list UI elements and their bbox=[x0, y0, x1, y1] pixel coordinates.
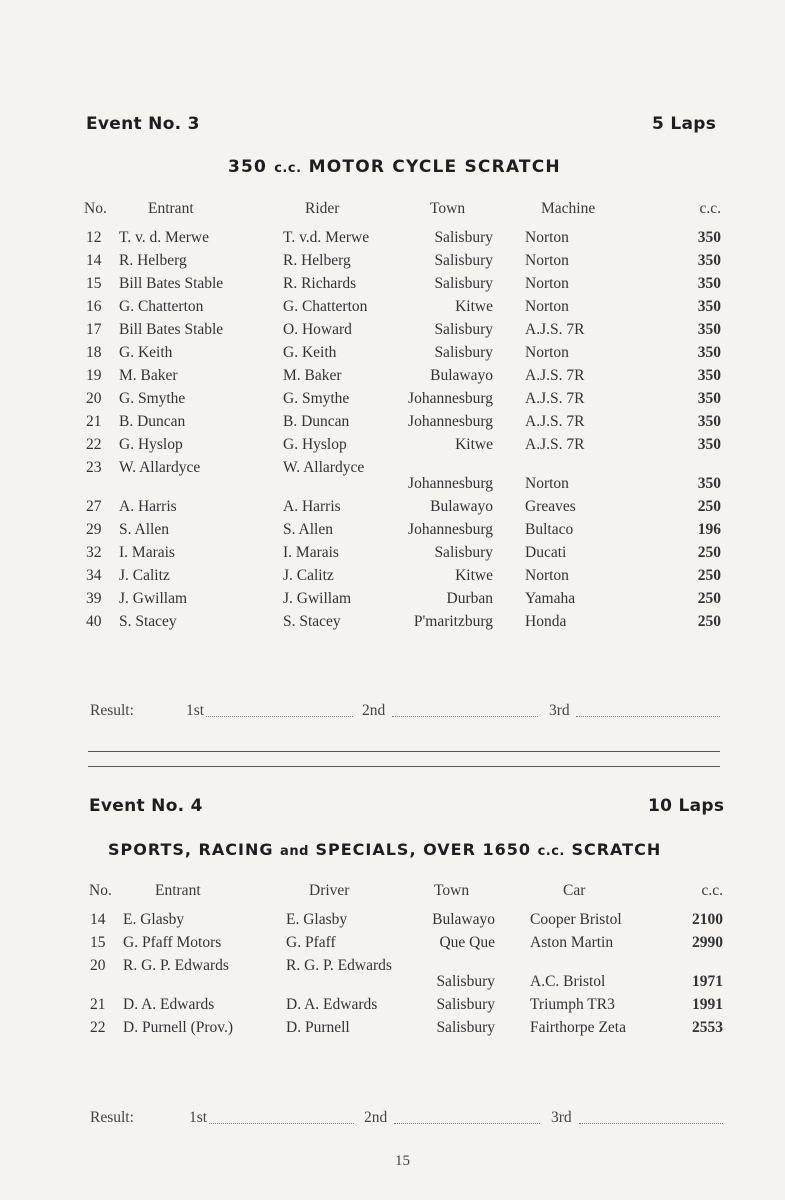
col-header-no: No. bbox=[89, 882, 112, 899]
event-4-title-part-b: SPECIALS, OVER 1650 bbox=[315, 840, 531, 859]
event-4-title-part-c: SCRATCH bbox=[571, 840, 662, 859]
entry-machine: Norton bbox=[525, 275, 569, 292]
entry-machine: A.J.S. 7R bbox=[525, 367, 585, 384]
entry-machine: Greaves bbox=[525, 498, 576, 515]
entry-machine: Norton bbox=[525, 298, 569, 315]
entry-driver: D. Purnell bbox=[286, 1019, 350, 1036]
entry-cc: 2100 bbox=[692, 911, 723, 928]
entry-car: Aston Martin bbox=[530, 934, 614, 951]
entry-number: 22 bbox=[86, 436, 102, 453]
entry-number: 32 bbox=[86, 544, 102, 561]
entry-cc: 350 bbox=[697, 475, 721, 492]
event-3-result-2nd-label: 2nd bbox=[362, 702, 386, 719]
entry-rider: J. Gwillam bbox=[283, 590, 352, 607]
entry-rider: G. Smythe bbox=[283, 390, 350, 407]
entry-machine: Honda bbox=[525, 613, 567, 630]
entry-town: Salisbury bbox=[436, 996, 495, 1013]
entry-entrant: I. Marais bbox=[119, 544, 175, 561]
entry-town: Salisbury bbox=[434, 344, 493, 361]
event-3-title-cc: c.c. bbox=[274, 161, 302, 176]
entry-number: 39 bbox=[86, 590, 102, 607]
entry-cc: 2553 bbox=[692, 1019, 723, 1036]
event-3-title-capacity: 350 bbox=[228, 157, 268, 177]
entry-cc: 350 bbox=[697, 367, 721, 384]
entry-machine: A.J.S. 7R bbox=[525, 321, 585, 338]
entry-cc: 1971 bbox=[692, 973, 723, 990]
entry-entrant: R. Helberg bbox=[119, 252, 187, 269]
event-3-label: Event No. 3 bbox=[86, 114, 200, 134]
entry-rider: B. Duncan bbox=[283, 413, 350, 430]
entry-town: Durban bbox=[446, 590, 493, 607]
col-header-cc: c.c. bbox=[701, 882, 723, 899]
entry-machine: Norton bbox=[525, 229, 569, 246]
entry-entrant: D. Purnell (Prov.) bbox=[123, 1019, 234, 1036]
entry-town: Que Que bbox=[439, 934, 495, 951]
entry-entrant: Bill Bates Stable bbox=[119, 321, 224, 338]
event-4-result-1st-blank bbox=[209, 1123, 354, 1124]
event-4-laps: 10 Laps bbox=[648, 796, 725, 816]
entry-number: 40 bbox=[86, 613, 102, 630]
entry-entrant: E. Glasby bbox=[123, 911, 185, 928]
entry-machine: A.J.S. 7R bbox=[525, 436, 585, 453]
entry-machine: Bultaco bbox=[525, 521, 574, 538]
entry-number: 29 bbox=[86, 521, 102, 538]
entry-driver: D. A. Edwards bbox=[286, 996, 378, 1013]
entry-entrant: T. v. d. Merwe bbox=[119, 229, 209, 246]
entry-cc: 250 bbox=[697, 498, 721, 515]
entry-rider: S. Stacey bbox=[283, 613, 341, 630]
event-3-result-2nd-blank bbox=[392, 716, 538, 717]
entry-rider: R. Richards bbox=[283, 275, 357, 292]
entry-rider: S. Allen bbox=[283, 521, 333, 538]
entry-entrant: G. Hyslop bbox=[119, 436, 183, 453]
entry-rider: G. Hyslop bbox=[283, 436, 347, 453]
entry-cc: 350 bbox=[697, 229, 721, 246]
entry-machine: Yamaha bbox=[525, 590, 576, 607]
entry-machine: Ducati bbox=[525, 544, 567, 561]
entry-entrant: G. Keith bbox=[119, 344, 173, 361]
entry-entrant: D. A. Edwards bbox=[123, 996, 215, 1013]
entry-cc: 350 bbox=[697, 252, 721, 269]
entry-entrant: W. Allardyce bbox=[119, 459, 201, 476]
entry-driver: G. Pfaff bbox=[286, 934, 336, 951]
entry-cc: 350 bbox=[697, 436, 721, 453]
entry-cc: 2990 bbox=[692, 934, 723, 951]
entry-town: Salisbury bbox=[434, 229, 493, 246]
entry-town: Salisbury bbox=[434, 275, 493, 292]
entry-number: 12 bbox=[86, 229, 102, 246]
entry-town: Salisbury bbox=[434, 544, 493, 561]
entry-number: 14 bbox=[90, 911, 106, 928]
entry-machine: Norton bbox=[525, 567, 569, 584]
entry-rider: G. Chatterton bbox=[283, 298, 368, 315]
entry-town: Bulawayo bbox=[430, 498, 493, 515]
entry-rider: M. Baker bbox=[283, 367, 342, 384]
entry-cc: 250 bbox=[697, 544, 721, 561]
entry-cc: 250 bbox=[697, 590, 721, 607]
entry-entrant: S. Stacey bbox=[119, 613, 177, 630]
entry-cc: 350 bbox=[697, 275, 721, 292]
entry-rider: A. Harris bbox=[283, 498, 341, 515]
entry-entrant: B. Duncan bbox=[119, 413, 186, 430]
entry-town: Kitwe bbox=[455, 436, 493, 453]
entry-number: 23 bbox=[86, 459, 102, 476]
entry-number: 15 bbox=[86, 275, 102, 292]
entry-number: 20 bbox=[90, 957, 106, 974]
entry-driver: E. Glasby bbox=[286, 911, 348, 928]
entry-town: Salisbury bbox=[434, 252, 493, 269]
entry-car: A.C. Bristol bbox=[530, 973, 606, 990]
entry-cc: 1991 bbox=[692, 996, 723, 1013]
event-3-laps: 5 Laps bbox=[652, 114, 717, 134]
entry-entrant: R. G. P. Edwards bbox=[123, 957, 229, 974]
entry-number: 14 bbox=[86, 252, 102, 269]
entry-town: P'maritzburg bbox=[413, 613, 493, 630]
col-header-driver: Driver bbox=[309, 882, 350, 899]
entry-town: Salisbury bbox=[436, 1019, 495, 1036]
entry-number: 27 bbox=[86, 498, 102, 515]
event-3-title bbox=[228, 157, 561, 177]
entry-number: 22 bbox=[90, 1019, 106, 1036]
entry-rider: O. Howard bbox=[283, 321, 352, 338]
event-3-result-1st-blank bbox=[206, 716, 353, 717]
entry-cc: 196 bbox=[697, 521, 721, 538]
entry-cc: 350 bbox=[697, 390, 721, 407]
entry-town: Salisbury bbox=[436, 973, 495, 990]
entry-cc: 250 bbox=[697, 567, 721, 584]
entry-machine: Norton bbox=[525, 252, 569, 269]
col-header-town: Town bbox=[434, 882, 470, 899]
col-header-town: Town bbox=[430, 200, 466, 217]
event-4-result-3rd-label: 3rd bbox=[551, 1109, 572, 1126]
event-4-title-part-a: SPORTS, RACING bbox=[108, 840, 274, 859]
entry-town: Johannesburg bbox=[408, 521, 493, 538]
event-4-title-and: and bbox=[280, 844, 309, 859]
entry-entrant: J. Gwillam bbox=[119, 590, 188, 607]
entry-car: Triumph TR3 bbox=[530, 996, 615, 1013]
entry-town: Bulawayo bbox=[430, 367, 493, 384]
page-number: 15 bbox=[395, 1153, 410, 1169]
entry-number: 21 bbox=[90, 996, 106, 1013]
event-4-result-2nd-label: 2nd bbox=[364, 1109, 388, 1126]
event-4-result-3rd-blank bbox=[579, 1123, 723, 1124]
entry-town: Johannesburg bbox=[408, 413, 493, 430]
entry-entrant: G. Pfaff Motors bbox=[123, 934, 222, 951]
entry-rider: I. Marais bbox=[283, 544, 339, 561]
entry-machine: A.J.S. 7R bbox=[525, 390, 585, 407]
entry-entrant: M. Baker bbox=[119, 367, 178, 384]
entry-entrant: G. Chatterton bbox=[119, 298, 204, 315]
event-4-title-cc: c.c. bbox=[537, 844, 565, 859]
entry-number: 18 bbox=[86, 344, 102, 361]
col-header-machine: Machine bbox=[541, 200, 596, 217]
entry-entrant: Bill Bates Stable bbox=[119, 275, 224, 292]
event-4-title bbox=[108, 840, 661, 859]
entry-entrant: A. Harris bbox=[119, 498, 177, 515]
col-header-cc: c.c. bbox=[699, 200, 721, 217]
event-4-result-label: Result: bbox=[90, 1109, 134, 1126]
entry-town: Kitwe bbox=[455, 567, 493, 584]
event-4-result-2nd-blank bbox=[394, 1123, 540, 1124]
event-3-title-text: MOTOR CYCLE SCRATCH bbox=[308, 157, 561, 177]
entry-cc: 350 bbox=[697, 321, 721, 338]
entry-number: 34 bbox=[86, 567, 102, 584]
entry-machine: Norton bbox=[525, 475, 569, 492]
col-header-rider: Rider bbox=[305, 200, 340, 217]
col-header-no: No. bbox=[84, 200, 107, 217]
entry-car: Cooper Bristol bbox=[530, 911, 622, 928]
entry-number: 15 bbox=[90, 934, 106, 951]
entry-cc: 350 bbox=[697, 344, 721, 361]
divider-rule-bottom bbox=[88, 766, 720, 767]
entry-number: 16 bbox=[86, 298, 102, 315]
entry-number: 21 bbox=[86, 413, 102, 430]
entry-number: 20 bbox=[86, 390, 102, 407]
entry-entrant: S. Allen bbox=[119, 521, 169, 538]
entry-rider: G. Keith bbox=[283, 344, 337, 361]
entry-cc: 250 bbox=[697, 613, 721, 630]
entry-driver: R. G. P. Edwards bbox=[286, 957, 392, 974]
col-header-entrant: Entrant bbox=[155, 882, 201, 899]
entry-rider: J. Calitz bbox=[283, 567, 334, 584]
entry-town: Salisbury bbox=[434, 321, 493, 338]
entry-machine: Norton bbox=[525, 344, 569, 361]
event-4-result-1st-label: 1st bbox=[189, 1109, 208, 1126]
divider-rule-top bbox=[88, 751, 720, 752]
event-3-result-1st-label: 1st bbox=[186, 702, 205, 719]
entry-cc: 350 bbox=[697, 413, 721, 430]
entry-town: Bulawayo bbox=[432, 911, 495, 928]
entry-entrant: J. Calitz bbox=[119, 567, 170, 584]
entry-entrant: G. Smythe bbox=[119, 390, 186, 407]
entry-cc: 350 bbox=[697, 298, 721, 315]
event-3-result-label: Result: bbox=[90, 702, 134, 719]
event-3-result-3rd-blank bbox=[576, 716, 720, 717]
col-header-car: Car bbox=[563, 882, 586, 899]
event-3-result-3rd-label: 3rd bbox=[549, 702, 570, 719]
entry-number: 19 bbox=[86, 367, 102, 384]
entry-town: Johannesburg bbox=[408, 390, 493, 407]
entry-rider: W. Allardyce bbox=[283, 459, 365, 476]
entry-machine: A.J.S. 7R bbox=[525, 413, 585, 430]
event-4-label: Event No. 4 bbox=[89, 796, 203, 816]
entry-town: Johannesburg bbox=[408, 475, 493, 492]
entry-rider: T. v.d. Merwe bbox=[283, 229, 370, 246]
entry-car: Fairthorpe Zeta bbox=[530, 1019, 626, 1036]
entry-rider: R. Helberg bbox=[283, 252, 351, 269]
col-header-entrant: Entrant bbox=[148, 200, 194, 217]
entry-town: Kitwe bbox=[455, 298, 493, 315]
entry-number: 17 bbox=[86, 321, 102, 338]
